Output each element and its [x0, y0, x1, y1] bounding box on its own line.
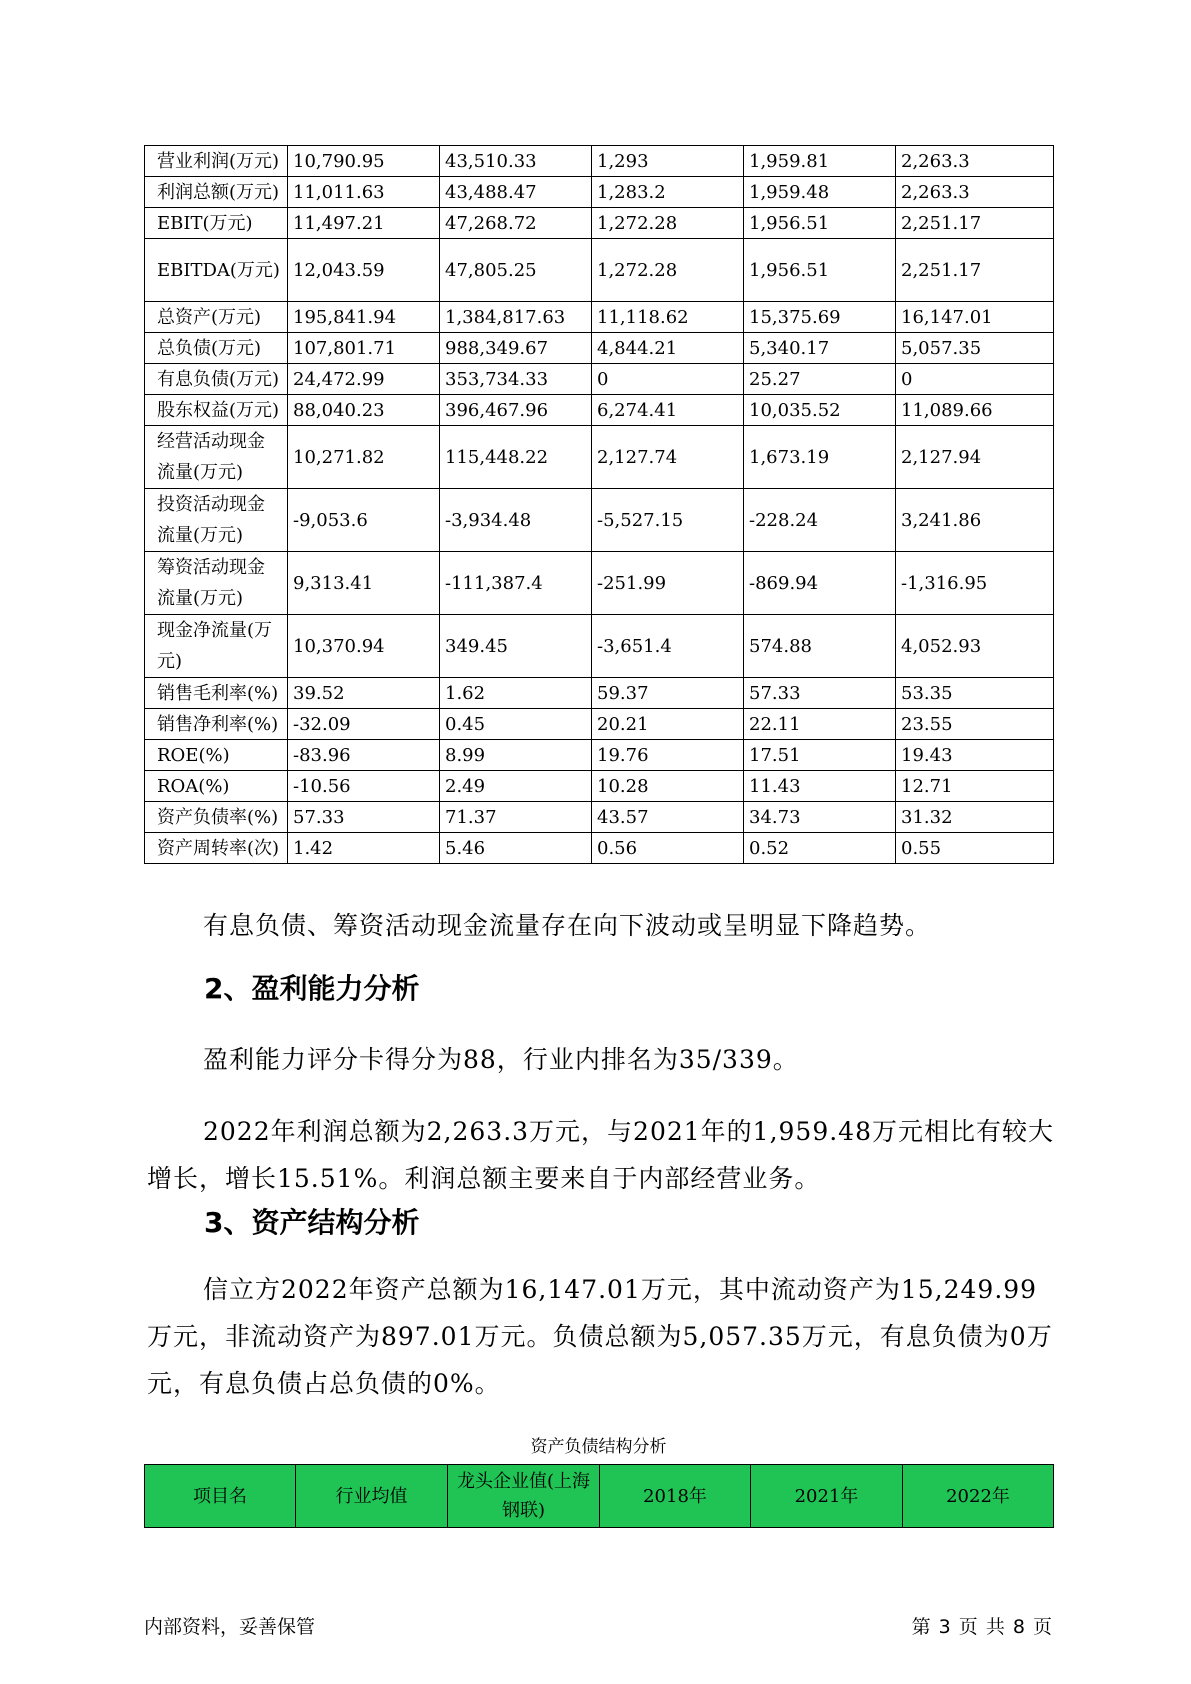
- table-row: [145, 146, 1054, 177]
- table-cell: 10,370.94: [288, 615, 440, 678]
- table-cell: 115,448.22: [440, 426, 592, 489]
- table-cell: 0.45: [440, 709, 592, 740]
- table-cell: 43,488.47: [440, 177, 592, 208]
- table-cell: 1,959.81: [744, 146, 896, 177]
- table-cell: 12,043.59: [288, 239, 440, 302]
- table-cell: 2,251.17: [896, 208, 1054, 239]
- table-cell: 1,673.19: [744, 426, 896, 489]
- row-label: 销售净利率(%): [145, 709, 288, 740]
- table-row: [145, 333, 1054, 364]
- table-row: [145, 740, 1054, 771]
- table-row: [145, 395, 1054, 426]
- row-label: 投资活动现金流量(万元): [145, 489, 288, 552]
- table-cell: 43.57: [592, 802, 744, 833]
- row-label: EBIT(万元): [145, 208, 288, 239]
- table-cell: 39.52: [288, 678, 440, 709]
- table-cell: -83.96: [288, 740, 440, 771]
- table-cell: 71.37: [440, 802, 592, 833]
- table-cell: 11.43: [744, 771, 896, 802]
- structure-header-cell: 2021年: [751, 1465, 903, 1528]
- row-label: EBITDA(万元): [145, 239, 288, 302]
- table-cell: 31.32: [896, 802, 1054, 833]
- table-cell: 6,274.41: [592, 395, 744, 426]
- table-row: [145, 208, 1054, 239]
- paragraph-assets: [147, 1266, 1057, 1407]
- table-cell: 5.46: [440, 833, 592, 864]
- table-cell: 353,734.33: [440, 364, 592, 395]
- table-cell: 0: [896, 364, 1054, 395]
- heading-profitability: 2、盈利能力分析: [204, 972, 420, 1005]
- table-cell: -9,053.6: [288, 489, 440, 552]
- table-cell: -1,316.95: [896, 552, 1054, 615]
- table-cell: -3,934.48: [440, 489, 592, 552]
- table-cell: 10.28: [592, 771, 744, 802]
- row-label: ROE(%): [145, 740, 288, 771]
- table-cell: 1,272.28: [592, 239, 744, 302]
- row-label: 现金净流量(万元): [145, 615, 288, 678]
- table-cell: -251.99: [592, 552, 744, 615]
- table-cell: 2,263.3: [896, 177, 1054, 208]
- table-cell: 10,035.52: [744, 395, 896, 426]
- table-cell: -10.56: [288, 771, 440, 802]
- table-cell: 15,375.69: [744, 302, 896, 333]
- table-cell: 19.43: [896, 740, 1054, 771]
- table-row: [145, 771, 1054, 802]
- table-cell: 11,497.21: [288, 208, 440, 239]
- table-cell: -5,527.15: [592, 489, 744, 552]
- table-cell: 20.21: [592, 709, 744, 740]
- table-row: [145, 552, 1054, 615]
- table-cell: 88,040.23: [288, 395, 440, 426]
- financial-indicators-table: [144, 145, 1054, 864]
- paragraph-profit-text: 2022年利润总额为2,263.3万元，与2021年的1,959.48万元相比有较大增长，增长15.51%。利润总额主要来自于内部经营业务。: [147, 1117, 1054, 1193]
- table-cell: 25.27: [744, 364, 896, 395]
- paragraph-assets-text: 信立方2022年资产总额为16,147.01万元，其中流动资产为15,249.99万元，非流动资产为897.01万元。负债总额为5,057.35万元，有息负债为0万元，有息负债占总负债的0%。: [147, 1275, 1053, 1398]
- row-label: ROA(%): [145, 771, 288, 802]
- table-cell: 9,313.41: [288, 552, 440, 615]
- structure-table-header-row: [145, 1465, 1054, 1528]
- table-cell: 396,467.96: [440, 395, 592, 426]
- table-cell: 0.55: [896, 833, 1054, 864]
- table-cell: 0.56: [592, 833, 744, 864]
- table-cell: 2,127.74: [592, 426, 744, 489]
- table-cell: 10,271.82: [288, 426, 440, 489]
- table-cell: 19.76: [592, 740, 744, 771]
- table-row: [145, 678, 1054, 709]
- row-label: 筹资活动现金流量(万元): [145, 552, 288, 615]
- table-cell: 4,052.93: [896, 615, 1054, 678]
- table-cell: 1.62: [440, 678, 592, 709]
- table-row: [145, 426, 1054, 489]
- row-label: 总资产(万元): [145, 302, 288, 333]
- table-cell: 17.51: [744, 740, 896, 771]
- table-cell: 574.88: [744, 615, 896, 678]
- table-cell: 1,384,817.63: [440, 302, 592, 333]
- table-cell: 2,251.17: [896, 239, 1054, 302]
- structure-header-cell: 龙头企业值(上海钢联): [448, 1465, 600, 1528]
- table-cell: -111,387.4: [440, 552, 592, 615]
- table-row: [145, 615, 1054, 678]
- row-label: 股东权益(万元): [145, 395, 288, 426]
- table-cell: 3,241.86: [896, 489, 1054, 552]
- table-cell: 1.42: [288, 833, 440, 864]
- table-cell: 57.33: [288, 802, 440, 833]
- paragraph-score-text: 盈利能力评分卡得分为88，行业内排名为35/339。: [203, 1045, 799, 1074]
- table-cell: 23.55: [896, 709, 1054, 740]
- table-cell: 1,956.51: [744, 208, 896, 239]
- table-row: [145, 239, 1054, 302]
- table-row: [145, 489, 1054, 552]
- table-cell: 107,801.71: [288, 333, 440, 364]
- paragraph-trend: [147, 902, 1057, 949]
- table-cell: 1,959.48: [744, 177, 896, 208]
- table-cell: 2,127.94: [896, 426, 1054, 489]
- footer-page-number: 第 3 页 共 8 页: [911, 1616, 1053, 1638]
- row-label: 资产周转率(次): [145, 833, 288, 864]
- table-cell: 10,790.95: [288, 146, 440, 177]
- table-cell: -3,651.4: [592, 615, 744, 678]
- table-cell: 16,147.01: [896, 302, 1054, 333]
- row-label: 利润总额(万元): [145, 177, 288, 208]
- table-cell: 11,118.62: [592, 302, 744, 333]
- table-cell: 12.71: [896, 771, 1054, 802]
- table-cell: 59.37: [592, 678, 744, 709]
- table-cell: 11,089.66: [896, 395, 1054, 426]
- table-cell: 0.52: [744, 833, 896, 864]
- table-caption: 资产负债结构分析: [530, 1437, 667, 1457]
- paragraph-profit: [147, 1108, 1057, 1202]
- row-label: 资产负债率(%): [145, 802, 288, 833]
- table-cell: 11,011.63: [288, 177, 440, 208]
- table-row: [145, 302, 1054, 333]
- structure-header-cell: 行业均值: [296, 1465, 448, 1528]
- table-cell: -32.09: [288, 709, 440, 740]
- row-label: 总负债(万元): [145, 333, 288, 364]
- structure-header-cell: 2018年: [600, 1465, 751, 1528]
- table-cell: 349.45: [440, 615, 592, 678]
- row-label: 有息负债(万元): [145, 364, 288, 395]
- row-label: 经营活动现金流量(万元): [145, 426, 288, 489]
- table-row: [145, 802, 1054, 833]
- table-cell: 43,510.33: [440, 146, 592, 177]
- table-cell: 4,844.21: [592, 333, 744, 364]
- table-cell: 2,263.3: [896, 146, 1054, 177]
- table-cell: 34.73: [744, 802, 896, 833]
- table-cell: 1,272.28: [592, 208, 744, 239]
- table-cell: 24,472.99: [288, 364, 440, 395]
- table-cell: 47,805.25: [440, 239, 592, 302]
- table-cell: 195,841.94: [288, 302, 440, 333]
- table-row: [145, 709, 1054, 740]
- structure-header-cell: 2022年: [903, 1465, 1054, 1528]
- table-cell: 1,293: [592, 146, 744, 177]
- table-cell: 2.49: [440, 771, 592, 802]
- table-cell: 47,268.72: [440, 208, 592, 239]
- table-cell: 5,340.17: [744, 333, 896, 364]
- table-cell: 988,349.67: [440, 333, 592, 364]
- paragraph-score: [147, 1036, 1057, 1083]
- table-cell: 53.35: [896, 678, 1054, 709]
- table-cell: 0: [592, 364, 744, 395]
- table-cell: 8.99: [440, 740, 592, 771]
- heading-asset-structure: 3、资产结构分析: [204, 1206, 420, 1239]
- table-row: [145, 177, 1054, 208]
- table-cell: -228.24: [744, 489, 896, 552]
- table-cell: 1,956.51: [744, 239, 896, 302]
- table-row: [145, 364, 1054, 395]
- table-cell: 1,283.2: [592, 177, 744, 208]
- table-cell: -869.94: [744, 552, 896, 615]
- asset-liability-structure-table: [144, 1464, 1054, 1528]
- table-row: [145, 833, 1054, 864]
- table-cell: 57.33: [744, 678, 896, 709]
- footer-confidential-note: 内部资料，妥善保管: [144, 1616, 316, 1638]
- paragraph-trend-text: 有息负债、筹资活动现金流量存在向下波动或呈明显下降趋势。: [203, 911, 932, 940]
- row-label: 营业利润(万元): [145, 146, 288, 177]
- structure-header-cell: 项目名: [145, 1465, 296, 1528]
- table-cell: 22.11: [744, 709, 896, 740]
- table-cell: 5,057.35: [896, 333, 1054, 364]
- row-label: 销售毛利率(%): [145, 678, 288, 709]
